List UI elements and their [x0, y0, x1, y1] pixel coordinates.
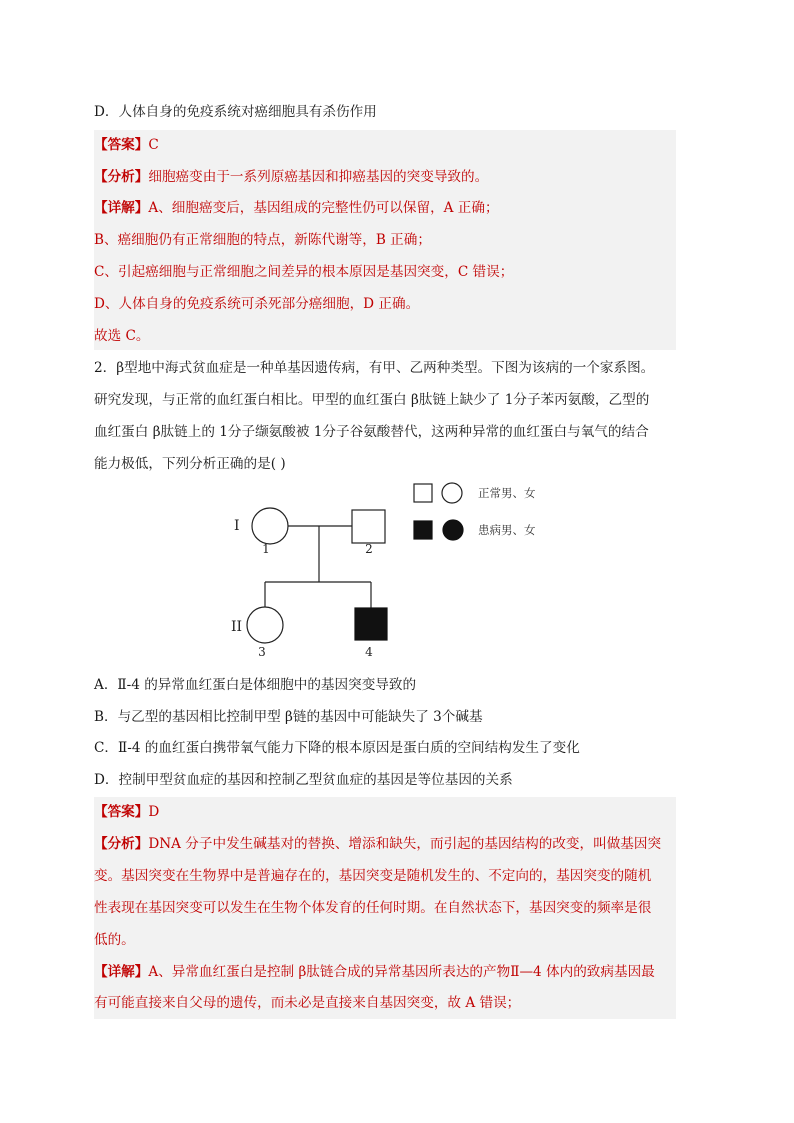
q2-detail-row-1 [94, 961, 676, 983]
q1-detail-line: C、引起癌细胞与正常细胞之间差异的根本原因是基因突变，C 错误； [94, 264, 514, 280]
generation-2-label: II [231, 619, 243, 635]
q2-detail-line: 有可能直接来自父母的遗传，而未必是直接来自基因突变，故 A 错误； [94, 995, 521, 1011]
legend-normal-female-icon [442, 483, 462, 503]
q1-answer-value: C [148, 137, 159, 153]
individual-2-number: 2 [365, 542, 373, 556]
q1-detail-line: A、细胞癌变后，基因组成的完整性仍可以保留，A 正确； [148, 200, 499, 216]
q2-option-a: A．Ⅱ-4 的异常血红蛋白是体细胞中的基因突变导致的 [94, 677, 417, 693]
q1-analysis-text: 细胞癌变由于一系列原癌基因和抑癌基因的突变导致的。 [148, 169, 489, 185]
q2-analysis-line: 低的。 [94, 932, 135, 948]
q2-answer-value: D [148, 804, 160, 820]
q2-option-c: C．Ⅱ-4 的血红蛋白携带氧气能力下降的根本原因是蛋白质的空间结构发生了变化 [94, 740, 580, 756]
q2-detail-line: A、异常血红蛋白是控制 β肽链合成的异常基因所表达的产物Ⅱ—4 体内的致病基因最 [148, 964, 655, 980]
individual-II4-affected-male [355, 608, 387, 640]
q1-detail-line: D、人体自身的免疫系统可杀死部分癌细胞，D 正确。 [94, 296, 420, 312]
q2-stem-line: 2．β型地中海式贫血症是一种单基因遗传病，有甲、乙两种类型。下图为该病的一个家系图。 [94, 360, 655, 376]
q1-analysis-tag: 【分析】 [94, 169, 149, 185]
individual-I2-normal-male [352, 510, 385, 543]
q2-stem-line: 血红蛋白 β肽链上的 1分子缬氨酸被 1分子谷氨酸替代，这两种异常的血红蛋白与氧气的结合 [94, 424, 649, 440]
q2-answer-tag: 【答案】 [94, 804, 149, 820]
legend-affected-female-icon [443, 520, 463, 540]
legend-normal-label: 正常男、女 [478, 486, 536, 500]
q2-stem-line: 能力极低，下列分析正确的是( ) [94, 456, 286, 472]
generation-1-label: I [234, 518, 240, 534]
legend-affected-male-icon [414, 521, 432, 539]
q2-answer-row [94, 801, 676, 823]
individual-I1-normal-female [252, 508, 288, 544]
q1-answer-tag: 【答案】 [94, 137, 149, 153]
q2-analysis-row-1 [94, 833, 676, 855]
q1-detail-line: 故选 C。 [94, 328, 150, 344]
q2-detail-tag: 【详解】 [94, 964, 149, 980]
q2-analysis-tag: 【分析】 [94, 836, 149, 852]
individual-3-number: 3 [258, 645, 266, 659]
legend-normal-male-icon [414, 484, 432, 502]
q2-option-d: D．控制甲型贫血症的基因和控制乙型贫血症的基因是等位基因的关系 [94, 772, 513, 788]
q2-option-b: B．与乙型的基因相比控制甲型 β链的基因中可能缺失了 3个碱基 [94, 709, 483, 725]
q2-analysis-line: DNA 分子中发生碱基对的替换、增添和缺失，而引起的基因结构的改变，叫做基因突 [148, 836, 662, 852]
q1-option-d: D．人体自身的免疫系统对癌细胞具有杀伤作用 [94, 104, 377, 120]
q2-analysis-line: 性表现在基因突变可以发生在生物个体发育的任何时期。在自然状态下，基因突变的频率是很 [94, 900, 652, 916]
individual-4-number: 4 [365, 645, 373, 659]
q2-stem-line: 研究发现，与正常的血红蛋白相比。甲型的血红蛋白 β肽链上缺少了 1分子苯丙氨酸，乙型的 [94, 392, 650, 408]
legend-affected-label: 患病男、女 [478, 523, 536, 537]
q2-analysis-line: 变。基因突变在生物界中是普遍存在的，基因突变是随机发生的、不定向的，基因突变的随机 [94, 868, 652, 884]
individual-II3-normal-female [247, 607, 283, 643]
q1-detail-line: B、癌细胞仍有正常细胞的特点，新陈代谢等，B 正确； [94, 232, 431, 248]
q1-detail-tag: 【详解】 [94, 200, 149, 216]
individual-1-number: 1 [262, 542, 270, 556]
